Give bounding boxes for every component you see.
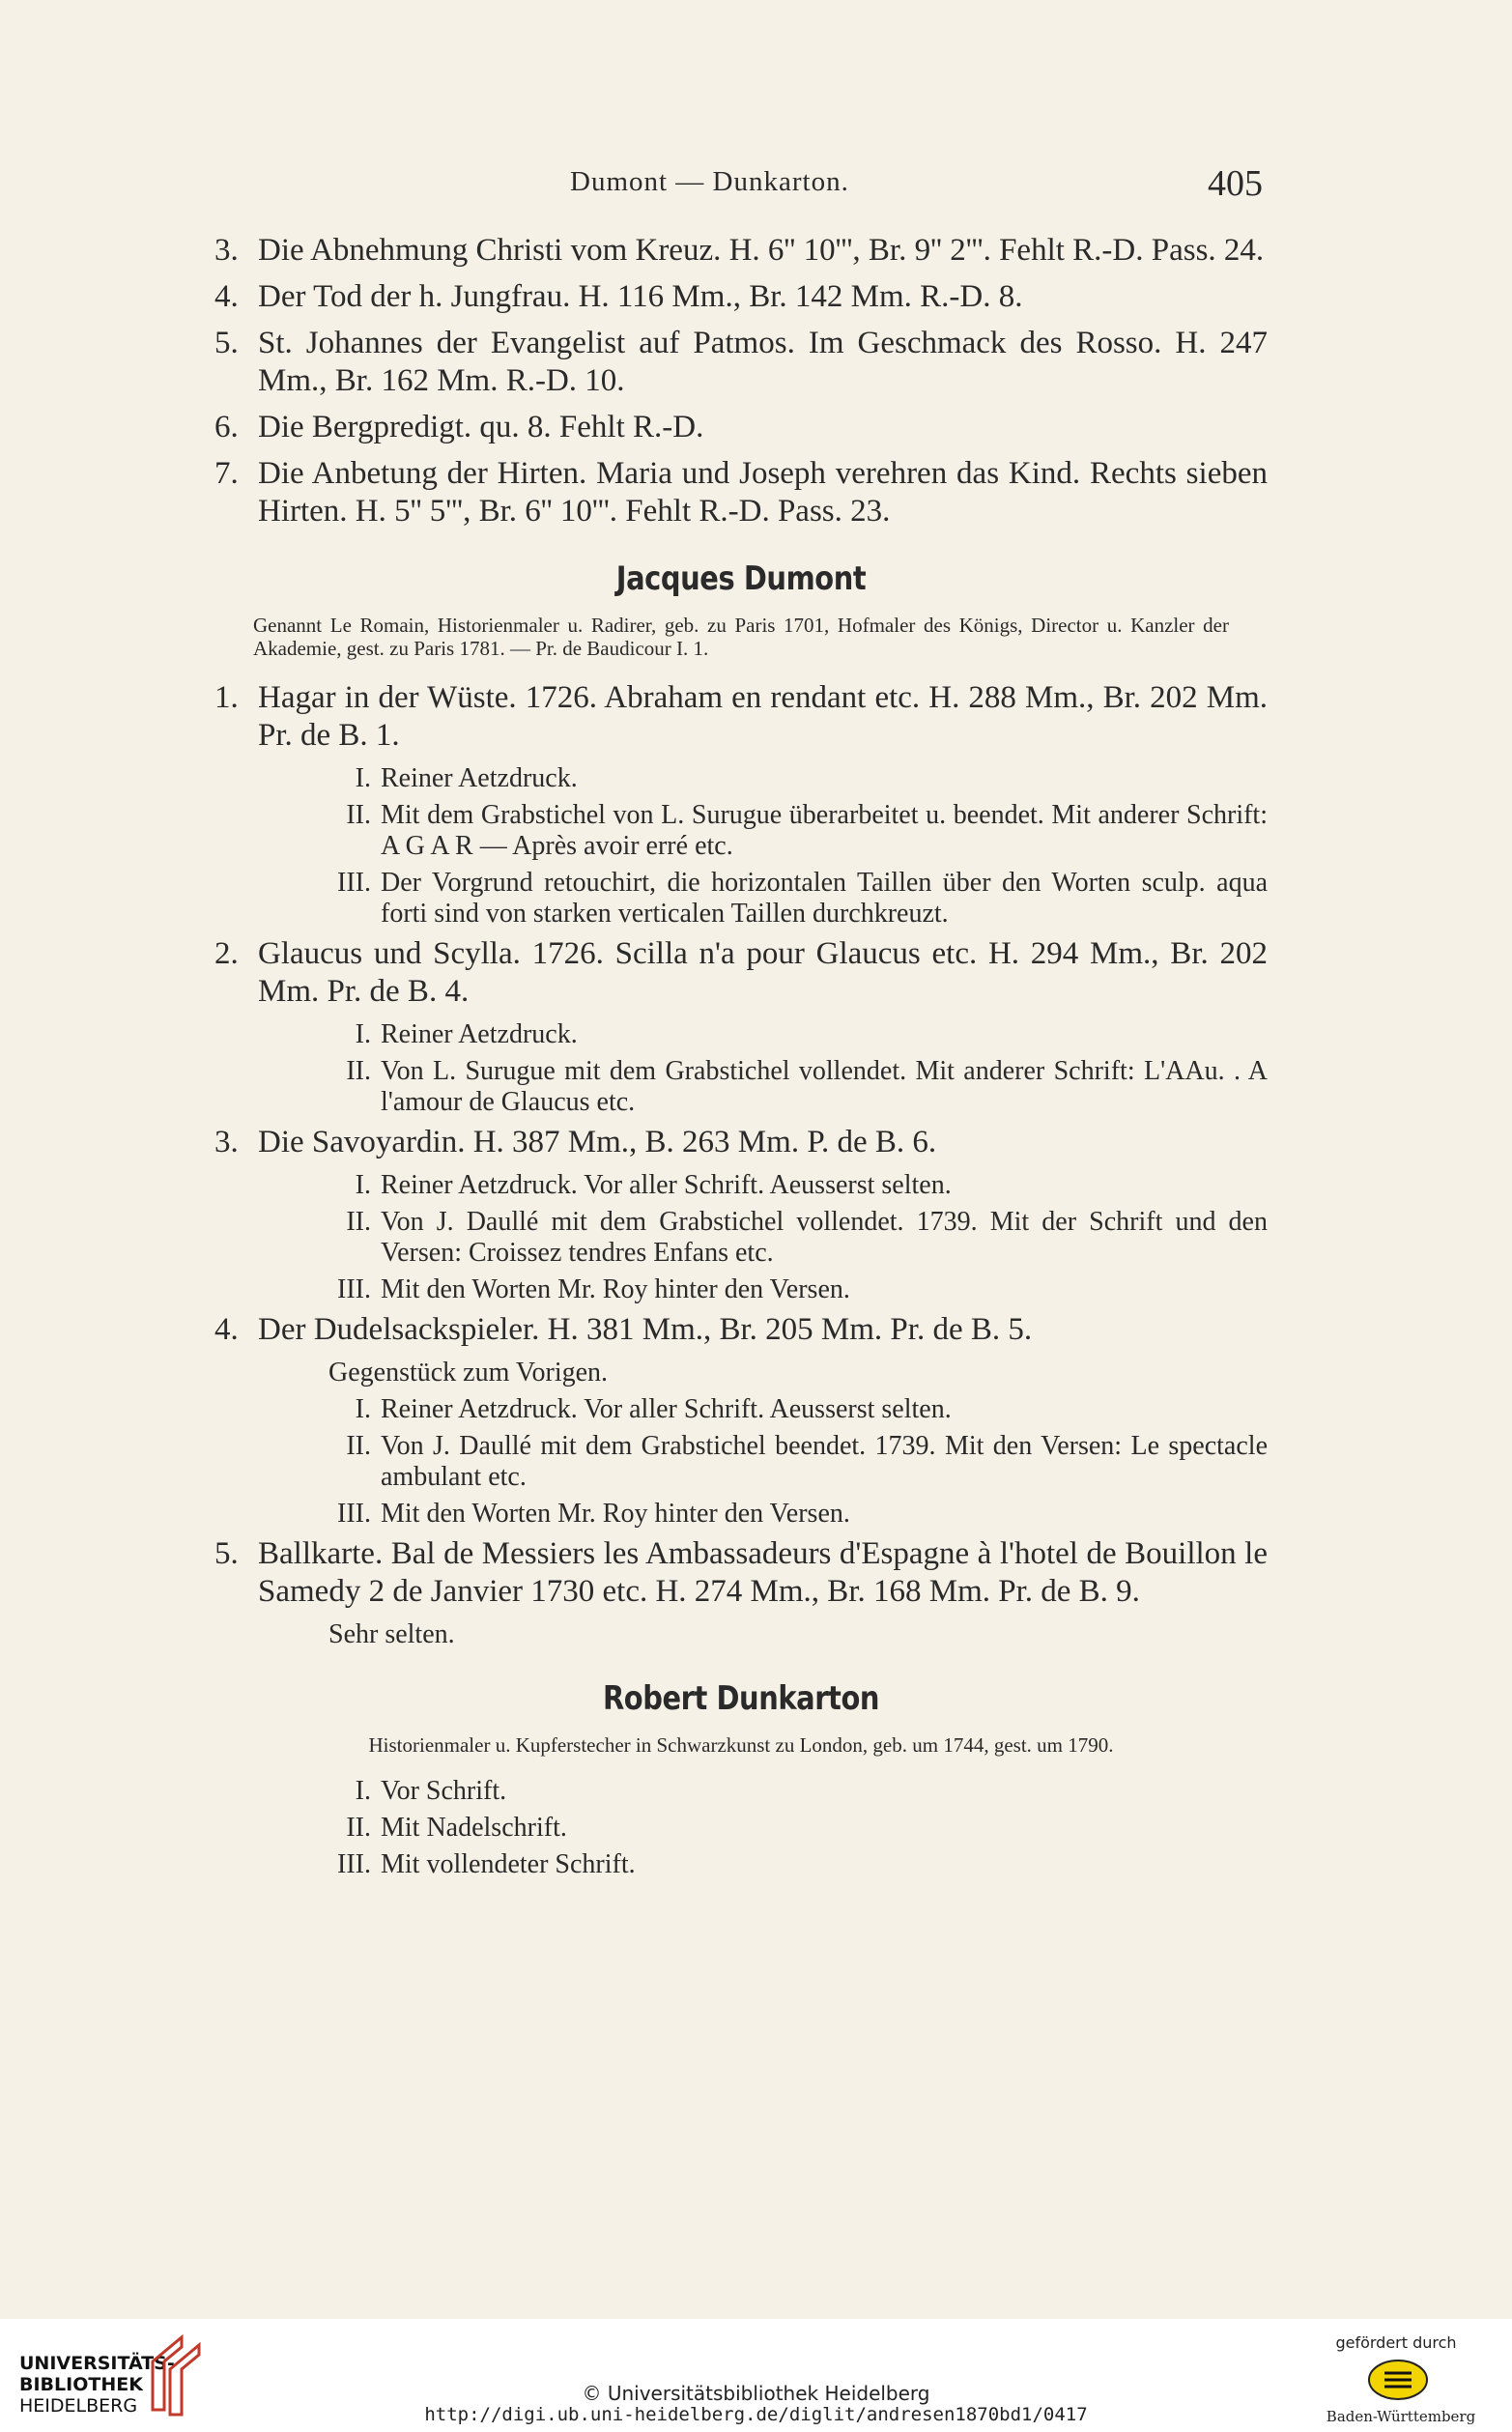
entry-text: Hagar in der Wüste. 1726. Abraham en rendant etc. H. 288 Mm., Br. 202 Mm. Pr. de B. 1. bbox=[258, 680, 1268, 753]
state-text: Reiner Aetzdruck. bbox=[381, 1019, 578, 1049]
state-text: Reiner Aetzdruck. Vor aller Schrift. Aeusserst selten. bbox=[381, 1394, 952, 1424]
catalog-entry bbox=[214, 325, 1268, 400]
catalog-entry bbox=[214, 232, 1268, 270]
state-text: Mit den Worten Mr. Roy hinter den Versen. bbox=[381, 1274, 850, 1304]
entry-number: 5. bbox=[214, 326, 239, 360]
state-text: Mit vollendeter Schrift. bbox=[381, 1849, 636, 1879]
copyright-notice: © Universitätsbibliothek Heidelberg bbox=[582, 2382, 930, 2405]
entry-number: 1. bbox=[214, 680, 239, 715]
entry-text: St. Johannes der Evangelist auf Patmos. Im Geschmack des Rosso. H. 247 Mm., Br. 162 Mm. R.-D. 10. bbox=[258, 326, 1268, 398]
catalog-entry bbox=[214, 1535, 1268, 1611]
state-text: Von J. Daullé mit dem Grabstichel vollendet. 1739. Mit der Schrift und den Versen: Croissez tendres Enfans etc. bbox=[381, 1207, 1268, 1268]
state-number: II. bbox=[346, 1813, 371, 1843]
entry-number: 7. bbox=[214, 456, 239, 491]
running-header bbox=[0, 163, 1512, 215]
entry-note: Sehr selten. bbox=[328, 1619, 455, 1649]
state-item bbox=[311, 1849, 1268, 1880]
state-number: I. bbox=[355, 1170, 371, 1200]
entry-text: Die Bergpredigt. qu. 8. Fehlt R.-D. bbox=[258, 410, 704, 444]
catalog-entry bbox=[214, 679, 1268, 755]
catalog-entry bbox=[214, 409, 1268, 446]
logo-line: HEIDELBERG bbox=[19, 2395, 138, 2417]
state-number: I. bbox=[355, 1394, 371, 1424]
state-name: Baden-Württemberg bbox=[1326, 2408, 1476, 2425]
entry-text: Die Savoyardin. H. 387 Mm., B. 263 Mm. P. de B. 6. bbox=[258, 1125, 937, 1159]
state-item bbox=[311, 800, 1268, 862]
funded-by-label: gefördert durch bbox=[1335, 2333, 1457, 2352]
state-text: Von J. Daullé mit dem Grabstichel beendet. 1739. Mit den Versen: Le spectacle ambulant etc. bbox=[381, 1431, 1268, 1492]
artist-heading-dunkarton: Robert Dunkarton bbox=[602, 1679, 880, 1718]
running-title: Dumont — Dunkarton. bbox=[570, 166, 849, 197]
state-text: Reiner Aetzdruck. bbox=[381, 763, 578, 793]
entry-note: Gegenstück zum Vorigen. bbox=[328, 1358, 609, 1388]
state-item bbox=[311, 1019, 1268, 1050]
state-number: III. bbox=[337, 1274, 371, 1304]
state-item bbox=[311, 1776, 1268, 1807]
catalog-entry bbox=[214, 1311, 1268, 1349]
entry-text: Die Abnehmung Christi vom Kreuz. H. 6'' 10''', Br. 9'' 2'''. Fehlt R.-D. Pass. 24. bbox=[258, 233, 1265, 268]
entry-number: 2. bbox=[214, 936, 239, 971]
state-number: III. bbox=[337, 868, 371, 898]
catalog-entry bbox=[214, 455, 1268, 530]
entry-number: 4. bbox=[214, 279, 239, 314]
entry-text: Glaucus und Scylla. 1726. Scilla n'a pour Glaucus etc. H. 294 Mm., Br. 202 Mm. Pr. de B. 4. bbox=[258, 936, 1268, 1009]
catalog-entry bbox=[214, 278, 1268, 316]
state-number: III. bbox=[337, 1499, 371, 1529]
state-text: Vor Schrift. bbox=[381, 1776, 507, 1806]
entry-number: 3. bbox=[214, 1125, 239, 1159]
entry-text: Ballkarte. Bal de Messiers les Ambassadeurs d'Espagne à l'hotel de Bouillon le Samedy 2 de Janvier 1730 etc. H. 274 Mm., Br. 168 Mm. Pr. de B. 9. bbox=[258, 1536, 1268, 1609]
artist-bio-dumont: Genannt Le Romain, Historienmaler u. Radirer, geb. zu Paris 1701, Hofmaler des Königs, Director u. Kanzler der Akademie, gest. zu Paris 1781. — Pr. de Baudicour I. 1. bbox=[253, 614, 1229, 660]
entry-number: 4. bbox=[214, 1312, 239, 1347]
catalog-entry bbox=[214, 935, 1268, 1011]
entry-text: Der Dudelsackspieler. H. 381 Mm., Br. 205 Mm. Pr. de B. 5. bbox=[258, 1312, 1033, 1347]
state-item bbox=[311, 1170, 1268, 1201]
state-text: Von L. Surugue mit dem Grabstichel vollendet. Mit anderer Schrift: L'AAu. . A l'amour de Glaucus etc. bbox=[381, 1056, 1268, 1117]
state-number: II. bbox=[346, 800, 371, 830]
state-number: II. bbox=[346, 1207, 371, 1237]
state-number: III. bbox=[337, 1849, 371, 1879]
state-text: Der Vorgrund retouchirt, die horizontalen Taillen über den Worten sculp. aqua forti sind von starken verticalen Taillen durchkreuzt. bbox=[381, 868, 1268, 929]
state-item bbox=[311, 1274, 1268, 1305]
state-text: Reiner Aetzdruck. Vor aller Schrift. Aeusserst selten. bbox=[381, 1170, 952, 1200]
state-item bbox=[311, 1499, 1268, 1530]
artist-heading-dumont: Jacques Dumont bbox=[615, 559, 867, 598]
entry-number: 6. bbox=[214, 410, 239, 444]
state-number: II. bbox=[346, 1056, 371, 1086]
state-item bbox=[311, 1431, 1268, 1493]
state-text: Mit Nadelschrift. bbox=[381, 1813, 567, 1843]
state-item bbox=[311, 1813, 1268, 1844]
entry-number: 5. bbox=[214, 1536, 239, 1571]
entry-text: Die Anbetung der Hirten. Maria und Joseph verehren das Kind. Rechts sieben Hirten. H. 5'' 5''', Br. 6'' 10'''. Fehlt R.-D. Pass. 23. bbox=[258, 456, 1268, 529]
state-crest-icon bbox=[1359, 2356, 1437, 2404]
logo-line: BIBLIOTHEK bbox=[19, 2374, 143, 2395]
main-text bbox=[214, 232, 1268, 1886]
entry-text: Der Tod der h. Jungfrau. H. 116 Mm., Br. 142 Mm. R.-D. 8. bbox=[258, 279, 1023, 314]
state-number: I. bbox=[355, 763, 371, 793]
footer-bar bbox=[0, 2319, 1512, 2432]
entry-number: 3. bbox=[214, 233, 239, 268]
state-number: I. bbox=[355, 1019, 371, 1049]
page-number: 405 bbox=[1208, 163, 1263, 204]
state-item bbox=[311, 1207, 1268, 1269]
artist-bio-dunkarton: Historienmaler u. Kupferstecher in Schwarzkunst zu London, geb. um 1744, gest. um 1790. bbox=[368, 1733, 1114, 1757]
state-item bbox=[311, 1394, 1268, 1425]
state-number: II. bbox=[346, 1431, 371, 1461]
state-text: Mit dem Grabstichel von L. Surugue überarbeitet u. beendet. Mit anderer Schrift: A G A R — Après avoir erré etc. bbox=[381, 800, 1268, 861]
state-text: Mit den Worten Mr. Roy hinter den Versen. bbox=[381, 1499, 850, 1529]
state-number: I. bbox=[355, 1776, 371, 1806]
logo-line: UNIVERSITÄTS- bbox=[19, 2353, 175, 2374]
state-item bbox=[311, 868, 1268, 930]
catalog-entry bbox=[214, 1124, 1268, 1161]
state-item bbox=[311, 763, 1268, 794]
state-item bbox=[311, 1056, 1268, 1118]
permalink-url[interactable]: http://digi.ub.uni-heidelberg.de/diglit/andresen1870bd1/0417 bbox=[424, 2404, 1088, 2425]
